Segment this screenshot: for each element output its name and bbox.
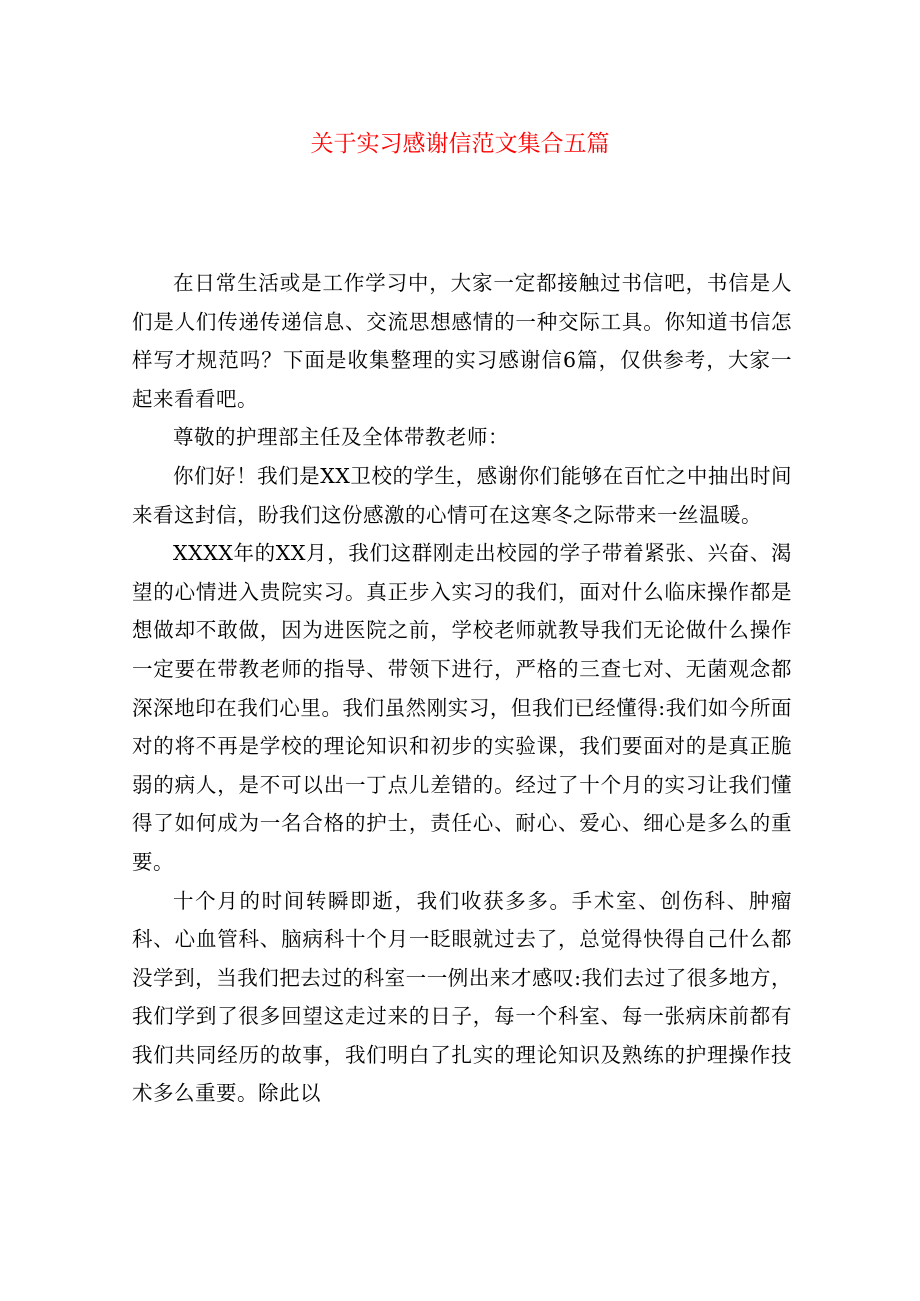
document-body (132, 264, 792, 1113)
paragraph-internship-start: XXXX年的XX月，我们这群刚走出校园的学子带着紧张、兴奋、渴望的心情进入贵院实习。真正步入实习的我们，面对什么临床操作都是想做却不敢做，因为进医院之前，学校老师就教导我们无论做什么操作一定要在带教老师的指导、带领下进行，严格的三查七对、无菌观念都深深地印在我们心里。我们虽然刚实习，但我们已经懂得:我们如今所面对的将不再是学校的理论知识和初步的实验课，我们要面对的是真正脆弱的病人，是不可以出一丁点儿差错的。经过了十个月的实习让我们懂得了如何成为一名合格的护士，责任心、耐心、爱心、细心是多么的重要。 (132, 541, 792, 874)
paragraph-greeting: 你们好！我们是XX卫校的学生，感谢你们能够在百忙之中抽出时间来看这封信，盼我们这份感激的心情可在这寒冬之际带来一丝温暖。 (132, 463, 792, 527)
paragraph-salutation: 尊敬的护理部主任及全体带教老师： (173, 425, 509, 450)
document-title: 关于实习感谢信范文集合五篇 (310, 131, 610, 157)
paragraph-intro: 在日常生活或是工作学习中，大家一定都接触过书信吧，书信是人们是人们传递传递信息、交流思想感情的一种交际工具。你知道书信怎样写才规范吗？下面是收集整理的实习感谢信6篇，仅供参考，大家一起来看看吧。 (132, 271, 792, 411)
paragraph-ten-months: 十个月的时间转瞬即逝，我们收获多多。手术室、创伤科、肿瘤科、心血管科、脑病科十个月一眨眼就过去了，总觉得快得自己什么都没学到，当我们把去过的科室一一例出来才感叹:我们去过了很多地方，我们学到了很多回望这走过来的日子，每一个科室、每一张病床前都有我们共同经历的故事，我们明白了扎实的理论知识及熟练的护理操作技术多么重要。除此以 (132, 888, 792, 1106)
